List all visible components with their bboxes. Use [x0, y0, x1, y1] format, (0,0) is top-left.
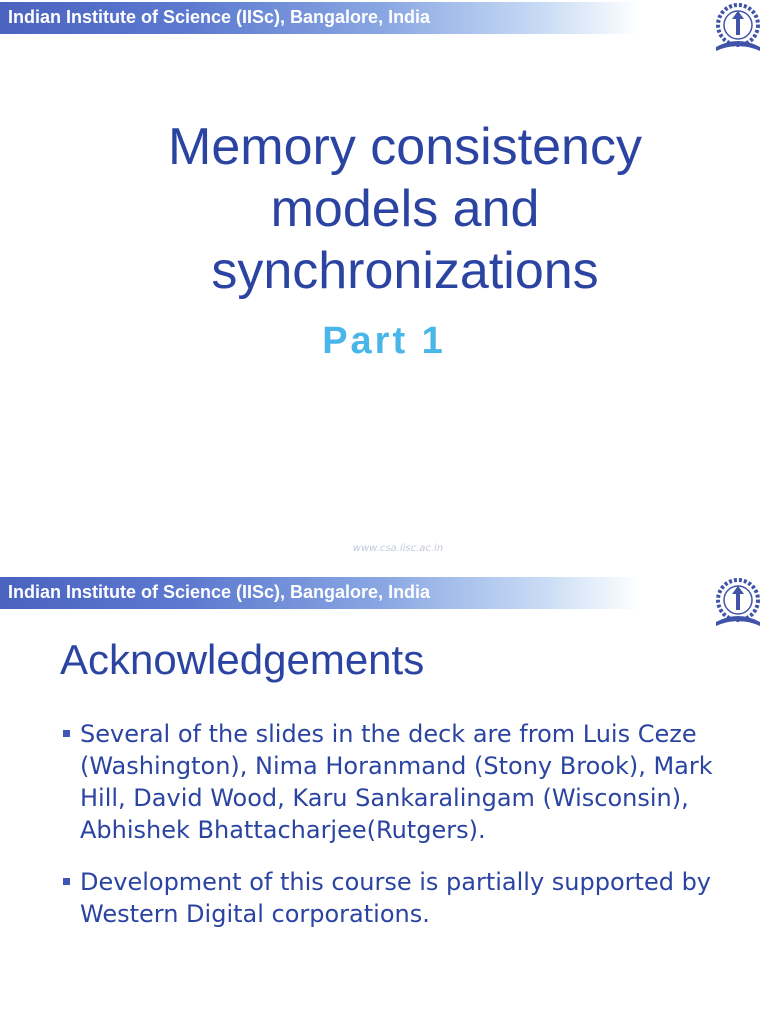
title-line: synchronizations [211, 242, 599, 300]
slide-subtitle: Part 1 [322, 320, 446, 362]
bullet-item: Development of this course is partially supported by Western Digital corporations. [60, 866, 750, 930]
header-institute-text: Indian Institute of Science (IISc), Bangalore, India [8, 7, 431, 27]
title-line: models and [270, 180, 540, 238]
header-institute-text: Indian Institute of Science (IISc), Bangalore, India [8, 582, 431, 602]
bullet-list [60, 718, 750, 950]
title-line: Memory consistency [168, 118, 642, 176]
bullet-item: Several of the slides in the deck are from Luis Ceze (Washington), Nima Horanmand (Stony Brook), Mark Hill, David Wood, Karu Sankaralingam (Wisconsin), Abhishek Bhattacharjee(Rutgers). [60, 718, 750, 846]
footer-url: www.csa.iisc.ac.in [352, 543, 444, 554]
acknowledgements-title: Acknowledgements [60, 636, 425, 683]
iisc-emblem-icon [710, 576, 766, 632]
